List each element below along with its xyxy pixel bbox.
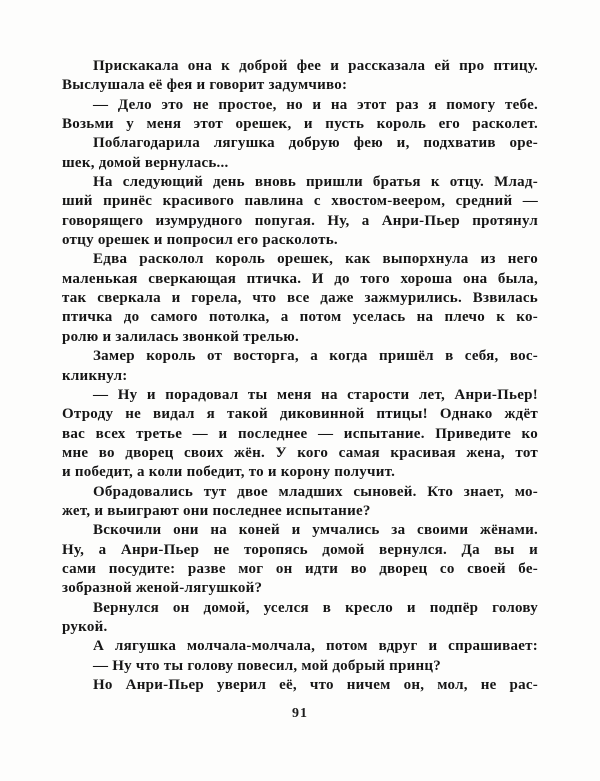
text-line: Вскочили они на коней и умчались за своими жёнами. — [93, 522, 538, 539]
text-line: шек, домой вернулась... — [62, 154, 229, 171]
text-line: маленькая сверкающая птичка. И до того хороша она была, — [62, 270, 538, 287]
text-line: Едва расколол король орешек, как выпорхнула из него — [93, 251, 538, 268]
text-line: вас всех третье — и последнее — испытание. Приведите ко — [62, 425, 538, 442]
text-line: Замер король от восторга, а когда пришёл в себя, вос- — [93, 348, 538, 365]
text-line: отцу орешек и попросил его расколоть. — [62, 232, 338, 249]
paragraph — [62, 57, 538, 96]
text-line: зобразной женой-лягушкой? — [62, 580, 263, 597]
text-line: и победит, а коли победит, то и корону получит. — [62, 464, 396, 481]
text-line: ший принёс красивого павлина с хвостом-веером, средний — — [62, 193, 538, 210]
text-line: Отроду не видал я такой диковинной птицы! Однако ждёт — [62, 406, 538, 423]
text-line: Прискакала она к доброй фее и рассказала ей про птицу. — [93, 58, 538, 74]
text-line: А лягушка молчала-молчала, потом вдруг и спрашивает: — [93, 638, 538, 655]
text-line: — Ну что ты голову повесил, мой добрый принц? — [93, 657, 442, 674]
text-line: Вернулся он домой, уселся в кресло и подпёр голову — [93, 599, 538, 616]
text-line: мне во дворец своих жён. У кого самая красивая жена, тот — [62, 444, 538, 461]
paragraph — [62, 483, 538, 522]
text-line: жет, и выиграют они последнее испытание? — [62, 502, 371, 519]
paragraph — [62, 637, 538, 656]
page-text — [62, 57, 538, 695]
paragraph — [62, 173, 538, 250]
text-line: Но Анри-Пьер уверил её, что ничем он, мол, не рас- — [93, 677, 538, 693]
text-line: Возьми у меня этот орешек, и пусть король его расколет. — [62, 116, 538, 133]
text-line: — Ну и порадовал ты меня на старости лет, Анри-Пьер! — [93, 386, 538, 403]
paragraph — [62, 134, 538, 173]
text-line: На следующий день вновь пришли братья к отцу. Млад- — [93, 174, 538, 191]
text-line: Обрадовались тут двое младших сыновей. Кто знает, мо- — [93, 483, 538, 500]
paragraph — [62, 347, 538, 386]
paragraph — [62, 386, 538, 483]
text-line: кликнул: — [62, 367, 128, 384]
text-line: — Дело это не простое, но и на этот раз я помогу тебе. — [93, 96, 538, 113]
text-line: птичка до самого потолка, а потом уселась на плечо к ко- — [62, 309, 538, 326]
text-line: Ну, а Анри-Пьер не торопясь домой вернулся. Да вы и — [62, 541, 538, 558]
paragraph — [62, 599, 538, 638]
paragraph — [62, 521, 538, 598]
text-line: рукой. — [62, 618, 108, 635]
page-number: 91 — [292, 706, 308, 721]
text-line: говорящего изумрудного попугая. Ну, а Анри-Пьер протянул — [62, 212, 538, 229]
text-line: ролю и залилась звонкой трелью. — [62, 328, 300, 345]
text-line: Поблагодарила лягушка добрую фею и, подхватив оре- — [93, 135, 538, 152]
paragraph — [62, 250, 538, 347]
paragraph — [62, 96, 538, 135]
text-line: сами посудите: разве мог он идти во дворец со своей бе- — [62, 560, 538, 577]
text-line: так сверкала и горела, что все даже зажмурились. Взвилась — [62, 290, 538, 307]
paragraph — [62, 676, 538, 695]
text-line: Выслушала её фея и говорит задумчиво: — [62, 77, 348, 94]
paragraph — [62, 657, 538, 676]
